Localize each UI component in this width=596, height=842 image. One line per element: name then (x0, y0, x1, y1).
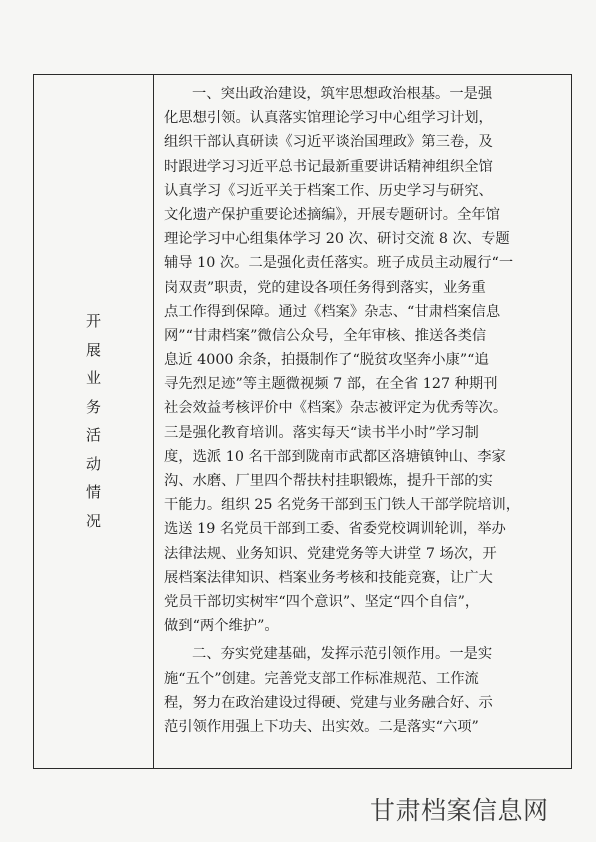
text-line: 组织干部认真研读《习近平谈治国理政》第三卷，及 (164, 134, 493, 151)
text-line: 社会效益考核评价中《档案》杂志被评定为优秀等次。 (164, 400, 508, 417)
field-label-business-activities (34, 307, 153, 535)
text-line: 程，努力在政治建设过得硬、党建与业务融合好、示 (164, 694, 493, 711)
text-line: 二、夯实党建基础，发挥示范引领作用。一是实 (192, 646, 493, 663)
text-line: 时跟进学习习近平总书记最新重要讲话精神组织全馆 (164, 158, 493, 175)
text-line: 施“五个”创建。完善党支部工作标准规范、工作流 (164, 670, 479, 687)
text-line: 网”“甘肃档案”微信公众号，全年审核、推送各类信 (164, 327, 487, 344)
form-table (33, 74, 572, 769)
text-line: 辅导 10 次。二是强化责任落实。班子成员主动履行“一 (164, 255, 514, 272)
text-line: 息近 4000 余条，拍摄制作了“脱贫攻坚奔小康”“追 (164, 352, 489, 369)
text-line: 理论学习中心组集体学习 20 次、研讨交流 8 次、专题 (164, 231, 510, 248)
label-char: 展 (85, 340, 101, 359)
text-line: 沟、水磨、厂里四个帮扶村挂职锻炼，提升干部的实 (164, 473, 493, 489)
text-line: 党员干部切实树牢“四个意识”、坚定“四个自信”， (164, 593, 480, 610)
text-line: 寻先烈足迹”等主题微视频 7 部，在全省 127 种期刊 (164, 376, 498, 393)
content-cell (164, 82, 562, 739)
label-char: 务 (85, 397, 101, 416)
text-line: 选送 19 名党员干部到工委、省委党校调训轮训，举办 (164, 521, 506, 538)
text-line: 做到“两个维护”。 (164, 618, 279, 635)
text-line: 度，选派 10 名干部到陇南市武都区洛塘镇钟山、李家 (164, 448, 506, 465)
label-char: 业 (85, 369, 101, 387)
text-line: 认真学习《习近平关于档案工作、历史学习与研究、 (164, 182, 493, 199)
label-char: 情 (85, 483, 101, 501)
text-line: 岗双责”职责，党的建设各项任务得到落实，业务重 (164, 279, 486, 296)
text-line: 文化遗产保护重要论述摘编》，开展专题研讨。全年馆 (164, 206, 500, 223)
watermark-text: 甘肃档案信息网 (370, 796, 549, 825)
text-line: 范引领作用强上下功夫、出实效。二是落实“六项” (164, 718, 479, 735)
label-char: 活 (85, 426, 101, 444)
label-char: 动 (85, 454, 101, 473)
text-line: 干能力。组织 25 名党务干部到玉门铁人干部学院培训， (164, 497, 521, 514)
text-line: 法律法规、业务知识、党建党务等大讲堂 7 场次，开 (164, 545, 497, 562)
text-line: 展档案法律知识、档案业务考核和技能竞赛，让广大 (164, 569, 493, 586)
column-divider (153, 75, 154, 768)
text-line: 一、突出政治建设，筑牢思想政治根基。一是强 (192, 86, 493, 102)
label-char: 开 (85, 312, 101, 330)
text-line: 化思想引领。认真落实馆理论学习中心组学习计划， (164, 110, 493, 127)
label-char: 况 (85, 511, 101, 530)
text-line: 三是强化教育培训。落实每天“读书半小时”学习制 (164, 424, 479, 441)
text-line: 点工作得到保障。通过《档案》杂志、“甘肃档案信息 (164, 303, 501, 320)
